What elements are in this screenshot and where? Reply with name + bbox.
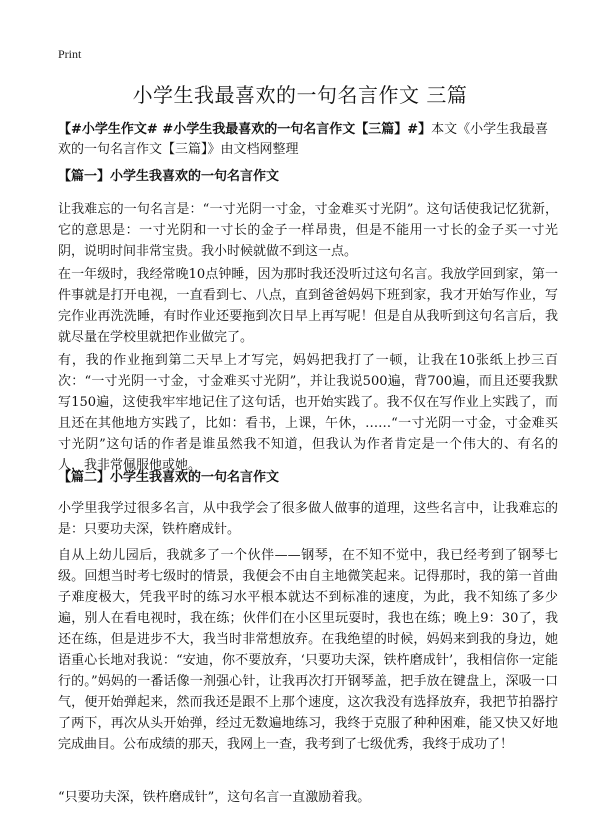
section-1-paragraph-3: 有，我的作业拖到第二天早上才写完，妈妈把我打了一顿，让我在10张纸上抄三百次：“一寸光阴一寸金，寸金难买寸光阴”，并让我说500遍，背700遍，而且还要我默写150遍，这使我牢牢地记住了这句话，也开始实践了。我不仅在写作业上实践了，而且还在其他地方实践了，比如：看书，上课，午休，……“一寸光阴一寸金，寸金难买寸光阴”这句话的作者是谁虽然我不知道，但我认为作者肯定是一个伟大的、有名的人，我非常佩服他或她。 [58, 353, 558, 473]
intro-text: 本文《小学生我最喜欢的一句名言作文【三篇】》由文档网整理 [58, 122, 549, 157]
section-2-paragraph-3: “只要功夫深，铁杵磨成针”，这句名言一直激励着我。 [58, 790, 371, 805]
section-2-paragraph-1: 小学里我学过很多名言，从中我学会了很多做人做事的道理，这些名言中，让我难忘的是：只要功夫深，铁杵磨成针。 [58, 501, 558, 537]
section-1-heading: 【篇一】小学生我喜欢的一句名言作文 [58, 169, 280, 184]
section-1-paragraph-2: 在一年级时，我经常晚10点钟睡，因为那时我还没听过这句名言。我放学回到家，第一件事就是打开电视，一直看到七、八点，直到爸爸妈妈下班到家，我才开始写作业，写完作业再洗洗睡，有时作业还要拖到次日早上再写呢！但是自从我听到这句名言后，我就尽量在学校里就把作业做完了。 [58, 267, 558, 345]
page-title: 小学生我最喜欢的一句名言作文 三篇 [132, 83, 468, 107]
section-2-heading: 【篇二】小学生我喜欢的一句名言作文 [58, 470, 280, 485]
intro-line [58, 120, 558, 160]
section-2-paragraph-2: 自从上幼儿园后，我就多了一个伙伴——钢琴，在不知不觉中，我已经考到了钢琴七级。回想当时考七级时的情景，我便会不由自主地微笑起来。记得那时，我的第一首曲子难度极大，凭我平时的练习水平根本就达不到标准的速度，为此，我不知练了多少遍，别人在看电视时，我在练；伙伴们在小区里玩耍时，我也在练；晚上9：30了，我还在练，但是进步不大，我当时非常想放弃。在我绝望的时候，妈妈来到我的身边，她语重心长地对我说：“安迪，你不要放弃，‘只要功夫深，铁杵磨成针’，我相信你一定能行的。”妈妈的一番话像一剂强心针，让我再次打开钢琴盖，把手放在键盘上，深吸一口气，便开始弹起来，然而我还是跟不上那个速度，这次我没有选择放弃，我把节拍器拧了两下，再次从头开始弹，经过无数遍地练习，我终于克服了种种困难，能又快又好地完成曲目。公布成绩的那天，我网上一查，我考到了七级优秀，我终于成功了！ [58, 548, 558, 752]
section-1-paragraph-1: 让我难忘的一句名言是：“一寸光阴一寸金，寸金难买寸光阴”。这句话使我记忆犹新，它的意思是：一寸光阴和一寸长的金子一样昂贵，但是不能用一寸长的金子买一寸光阴，说明时间非常宝贵。我小时候就做不到这一点。 [58, 202, 558, 259]
intro-tags: 【#小学生作文# #小学生我最喜欢的一句名言作文【三篇】#】 [58, 122, 432, 137]
print-label: Print [58, 47, 82, 61]
